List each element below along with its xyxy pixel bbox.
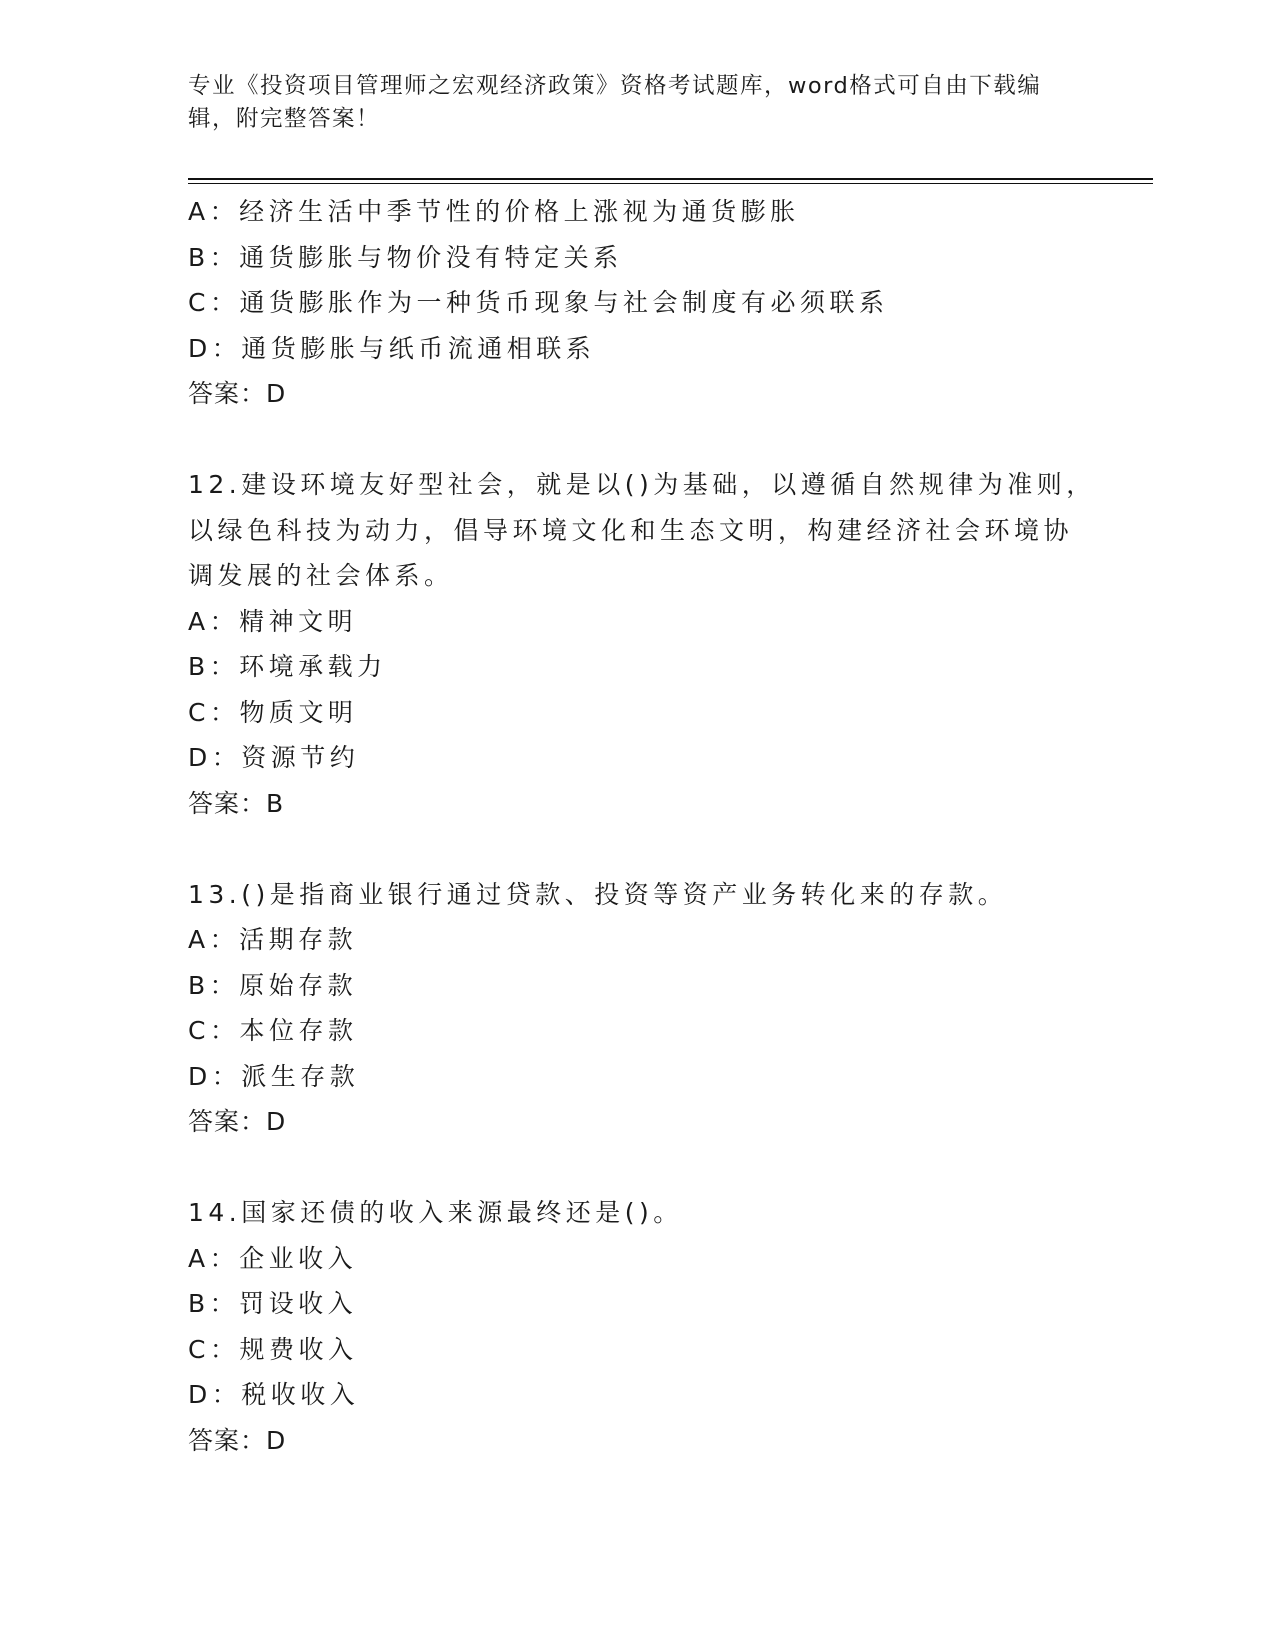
- answer: 答案：D: [188, 1107, 287, 1136]
- option-c: C：通货膨胀作为一种货币现象与社会制度有必须联系: [188, 288, 889, 317]
- option-d: D：派生存款: [188, 1061, 360, 1091]
- option-b: B：原始存款: [188, 970, 358, 1000]
- option-a: A：企业收入: [188, 1243, 358, 1273]
- header-line-2: 辑，附完整答案！: [188, 106, 381, 132]
- question-12: [188, 462, 1096, 826]
- question-13: [188, 872, 1088, 1145]
- question-11: [188, 189, 1088, 417]
- option-c: C：本位存款: [188, 1016, 358, 1045]
- header-divider-thick: [188, 178, 1153, 180]
- header-line-1: 专业《投资项目管理师之宏观经济政策》资格考试题库，word格式可自由下载编: [188, 73, 1042, 99]
- option-d: D：税收收入: [188, 1380, 360, 1409]
- option-c: C：规费收入: [188, 1334, 358, 1364]
- option-d: D：通货膨胀与纸币流通相联系: [188, 333, 596, 363]
- question-stem-line: 调发展的社会体系。: [188, 561, 454, 590]
- option-c: C：物质文明: [188, 697, 358, 727]
- question-stem-line: 12.建设环境友好型社会，就是以()为基础，以遵循自然规律为准则，: [188, 470, 1096, 499]
- option-d: D：资源节约: [188, 743, 360, 772]
- question-spacer: [188, 826, 1088, 872]
- option-b: B：罚设收入: [188, 1289, 358, 1318]
- answer: 答案：D: [188, 379, 287, 408]
- question-stem-line: 以绿色科技为动力，倡导环境文化和生态文明，构建经济社会环境协: [188, 515, 1074, 545]
- question-stem-line: 14.国家还债的收入来源最终还是()。: [188, 1198, 683, 1227]
- question-14: [188, 1190, 1088, 1463]
- answer: 答案：D: [188, 1425, 287, 1455]
- option-a: A：活期存款: [188, 925, 358, 954]
- option-a: A：经济生活中季节性的价格上涨视为通货膨胀: [188, 197, 800, 226]
- question-list: [188, 189, 1096, 1463]
- option-b: B：通货膨胀与物价没有特定关系: [188, 242, 623, 272]
- question-stem-line: 13.()是指商业银行通过贷款、投资等资产业务转化来的存款。: [188, 879, 1008, 909]
- header-divider-thin: [188, 183, 1153, 184]
- document-header: [188, 70, 1078, 136]
- option-b: B：环境承载力: [188, 652, 387, 681]
- question-spacer: [188, 417, 1088, 463]
- question-spacer: [188, 1145, 1088, 1191]
- option-a: A：精神文明: [188, 606, 358, 636]
- answer: 答案：B: [188, 788, 285, 818]
